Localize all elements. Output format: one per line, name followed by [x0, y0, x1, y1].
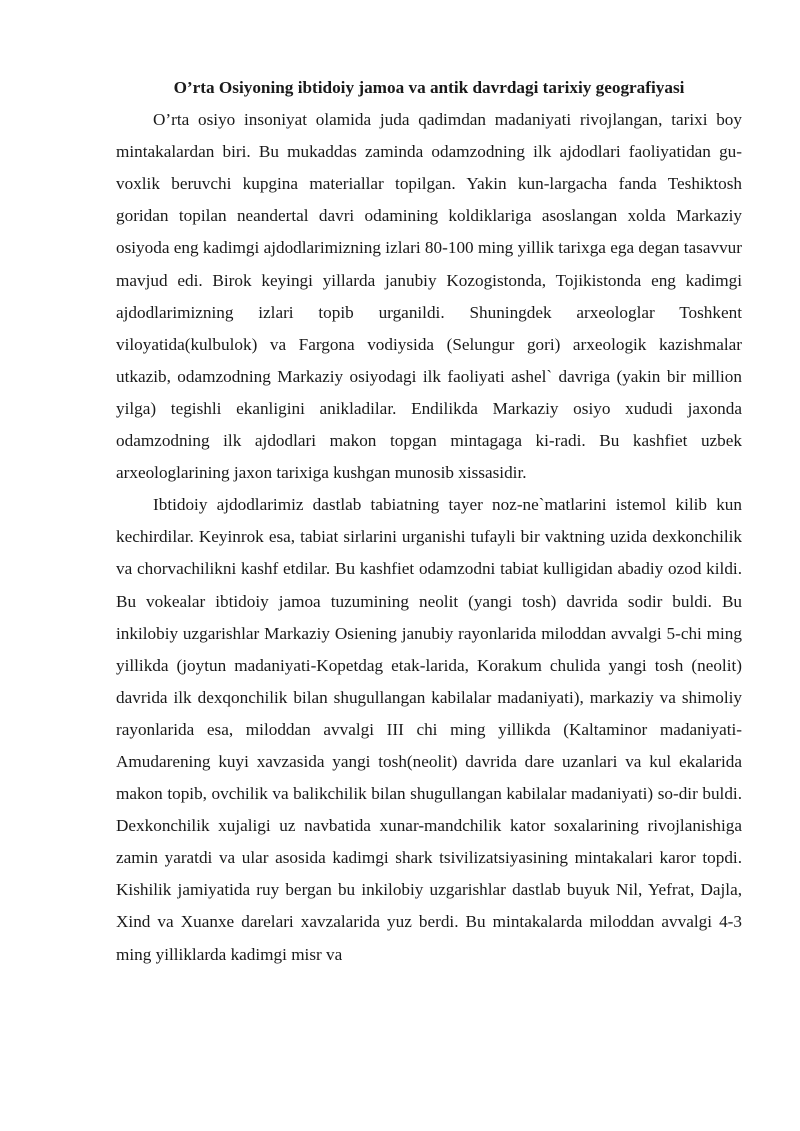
- document-title: O’rta Osiyoning ibtidoiy jamoa va antik davrdagi tarixiy geografiyasi: [173, 78, 685, 97]
- document-body: [116, 72, 742, 971]
- paragraph-2: Ibtidoiy ajdodlarimiz dastlab tabiatning tayer noz-ne`matlarini istemol kilib kun kechirdilar. Keyinrok esa, tabiat sirlarini urganishi tufayli bir vaktning uzida dexkonchilik va chorvachilikni kashf etdilar. Bu kashfiet odamzodni tabiat kulligidan abadiy ozod kildi. Bu vokealar ibtidoiy jamoa tuzumining neolit (yangi tosh) davrida sodir buldi. Bu inkilobiy uzgarishlar Markaziy Osiening janubiy rayonlarida miloddan avvalgi 5-chi ming yillikda (joytun madaniyati-Kopetdag etak-larida, Korakum chulida yangi tosh (neolit) davrida ilk dexqonchilik bilan shugullangan kabilalar madaniyati), markaziy va shimoliy rayonlarida esa, miloddan avvalgi III chi ming yillikda (Kaltaminor madaniyati-Amudarening kuyi xavzasida yangi tosh(neolit) davrida dare uzanlari va kul ekalarida makon topib, ovchilik va balikchilik bilan shugullangan kabilalar madaniyati) so-dir buldi. Dexkonchilik xujaligi uz navbatida xunar-mandchilik kator soxalarining rivojlanishiga zamin yaratdi va ular asosida kadimgi shark tsivilizatsiyasining mintakalari karor topdi. Kishilik jamiyatida ruy bergan bu inkilobiy uzgarishlar dastlab buyuk Nil, Yefrat, Dajla, Xind va Xuanxe darelari xavzalarida yuz berdi. Bu mintakalarda miloddan avvalgi 4-3 ming yilliklarda kadimgi misr va: [116, 495, 742, 964]
- paragraph-1: O’rta osiyo insoniyat olamida juda qadimdan madaniyati rivojlangan, tarixi boy mintakalardan biri. Bu mukaddas zaminda odamzodning ilk ajdodlari faoliyatidan gu-voxlik beruvchi kupgina materiallar topilgan. Yakin kun-largacha fanda Teshiktosh goridan topilan neandertal davri odamining koldiklariga asoslangan xolda Markaziy osiyoda eng kadimgi ajdodlarimizning izlari 80-100 ming yillik tarixga ega degan tasavvur mavjud edi. Birok keyingi yillarda janubiy Kozogistonda, Tojikistonda eng kadimgi ajdodlarimizning izlari topib urganildi. Shuningdek arxeologlar Toshkent viloyatida(kulbulok) va Fargona vodiysida (Selungur gori) arxeologik kazishmalar utkazib, odamzodning Markaziy osiyodagi ilk faoliyati ashel` davriga (yakin bir million yilga) tegishli ekanligini anikladilar. Endilikda Markaziy osiyo xududi jaxonda odamzodning ilk ajdodlari makon topgan mintagaga ki-radi. Bu kashfiet uzbek arxeologlarining jaxon tarixiga kushgan munosib xissasidir.: [116, 110, 742, 483]
